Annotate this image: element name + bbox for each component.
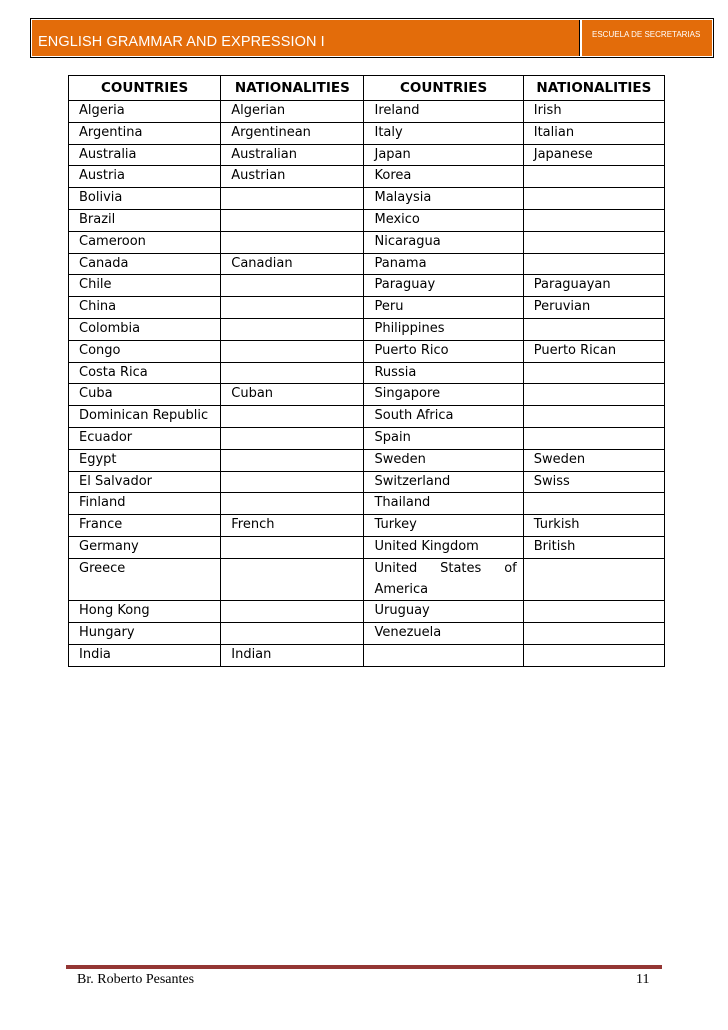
country-cell: Chile	[69, 275, 221, 297]
nationality-cell	[221, 427, 364, 449]
nationality-cell	[221, 318, 364, 340]
country-cell: Dominican Republic	[69, 406, 221, 428]
document-title: ENGLISH GRAMMAR AND EXPRESSION I	[38, 34, 325, 50]
table-row	[69, 471, 665, 493]
nationality-cell: Swiss	[523, 471, 664, 493]
nationality-cell	[221, 536, 364, 558]
nationality-cell: Canadian	[221, 253, 364, 275]
country-cell: Mexico	[364, 209, 523, 231]
country-cell: Spain	[364, 427, 523, 449]
country-cell: United States of America	[364, 558, 523, 601]
nationality-cell	[523, 427, 664, 449]
nationality-cell	[523, 601, 664, 623]
nationality-cell: Turkish	[523, 515, 664, 537]
country-cell: Italy	[364, 122, 523, 144]
country-cell: Korea	[364, 166, 523, 188]
nationality-cell: Paraguayan	[523, 275, 664, 297]
table-body	[69, 101, 665, 667]
nationality-cell	[221, 362, 364, 384]
table-row	[69, 558, 665, 601]
page-header	[30, 18, 714, 58]
page-number: 11	[636, 972, 650, 987]
footer-author: Br. Roberto Pesantes	[77, 972, 195, 987]
table-row	[69, 493, 665, 515]
nationality-cell	[221, 275, 364, 297]
nationality-cell: French	[221, 515, 364, 537]
table-row	[69, 406, 665, 428]
nationality-cell: Irish	[523, 101, 664, 123]
nationality-cell: Puerto Rican	[523, 340, 664, 362]
country-cell: Philippines	[364, 318, 523, 340]
nationality-cell: Australian	[221, 144, 364, 166]
nationality-cell	[221, 406, 364, 428]
table-row	[69, 209, 665, 231]
nationality-cell	[523, 166, 664, 188]
country-cell: Panama	[364, 253, 523, 275]
table-row	[69, 384, 665, 406]
country-cell: Venezuela	[364, 623, 523, 645]
country-cell: Brazil	[69, 209, 221, 231]
table-row	[69, 623, 665, 645]
country-cell: Finland	[69, 493, 221, 515]
country-cell: Malaysia	[364, 188, 523, 210]
country-cell: Singapore	[364, 384, 523, 406]
country-cell: Puerto Rico	[364, 340, 523, 362]
table-row	[69, 515, 665, 537]
country-cell: France	[69, 515, 221, 537]
country-cell: Ireland	[364, 101, 523, 123]
header-school-box	[582, 20, 712, 56]
table-row	[69, 362, 665, 384]
nationality-cell	[523, 209, 664, 231]
nationality-cell	[523, 493, 664, 515]
nationality-cell	[221, 471, 364, 493]
table-row	[69, 166, 665, 188]
nationality-cell	[523, 384, 664, 406]
table-row	[69, 253, 665, 275]
country-cell: Ecuador	[69, 427, 221, 449]
country-cell: Costa Rica	[69, 362, 221, 384]
nationality-cell	[221, 340, 364, 362]
column-header-countries: COUNTRIES	[69, 76, 221, 101]
nationality-cell	[221, 209, 364, 231]
country-cell: Thailand	[364, 493, 523, 515]
nationality-cell	[523, 231, 664, 253]
nationality-cell	[523, 623, 664, 645]
nationality-cell: Austrian	[221, 166, 364, 188]
nationality-cell: British	[523, 536, 664, 558]
country-cell: Canada	[69, 253, 221, 275]
school-name: ESCUELA DE SECRETARIAS	[592, 30, 701, 39]
table-row	[69, 231, 665, 253]
table-row	[69, 188, 665, 210]
nationalities-table	[68, 75, 665, 667]
table-row	[69, 297, 665, 319]
column-header-nationalities: NATIONALITIES	[523, 76, 664, 101]
country-cell: Hungary	[69, 623, 221, 645]
nationality-cell: Sweden	[523, 449, 664, 471]
nationality-cell	[221, 623, 364, 645]
table-row	[69, 101, 665, 123]
country-cell: Colombia	[69, 318, 221, 340]
country-cell: Cameroon	[69, 231, 221, 253]
nationality-cell	[221, 558, 364, 601]
nationality-cell: Italian	[523, 122, 664, 144]
table-row	[69, 644, 665, 666]
country-cell: Egypt	[69, 449, 221, 471]
country-cell: Japan	[364, 144, 523, 166]
nationality-cell: Peruvian	[523, 297, 664, 319]
country-cell: India	[69, 644, 221, 666]
nationality-cell: Cuban	[221, 384, 364, 406]
country-cell: Hong Kong	[69, 601, 221, 623]
country-cell: Argentina	[69, 122, 221, 144]
nationality-cell	[523, 188, 664, 210]
country-cell: Germany	[69, 536, 221, 558]
nationality-cell	[523, 644, 664, 666]
country-cell: Russia	[364, 362, 523, 384]
country-cell: Algeria	[69, 101, 221, 123]
footer-rule	[66, 965, 662, 969]
country-cell: South Africa	[364, 406, 523, 428]
nationality-cell	[221, 297, 364, 319]
nationality-cell	[523, 362, 664, 384]
table-header-row	[69, 76, 665, 101]
nationality-cell	[221, 601, 364, 623]
table-row	[69, 340, 665, 362]
nationality-cell	[523, 558, 664, 601]
column-header-nationalities: NATIONALITIES	[221, 76, 364, 101]
nationality-cell	[221, 493, 364, 515]
nationality-cell	[221, 188, 364, 210]
nationality-cell	[221, 231, 364, 253]
table-row	[69, 427, 665, 449]
header-title-box	[32, 20, 580, 56]
table-row	[69, 536, 665, 558]
country-cell: Australia	[69, 144, 221, 166]
table-row	[69, 122, 665, 144]
country-cell: Austria	[69, 166, 221, 188]
country-cell: Congo	[69, 340, 221, 362]
country-cell: United Kingdom	[364, 536, 523, 558]
country-cell	[364, 644, 523, 666]
column-header-countries: COUNTRIES	[364, 76, 523, 101]
country-cell: Bolivia	[69, 188, 221, 210]
country-cell: Paraguay	[364, 275, 523, 297]
country-cell: Sweden	[364, 449, 523, 471]
nationality-cell	[221, 449, 364, 471]
country-cell: Peru	[364, 297, 523, 319]
nationality-cell	[523, 318, 664, 340]
country-cell: Nicaragua	[364, 231, 523, 253]
country-cell: Greece	[69, 558, 221, 601]
country-cell: Turkey	[364, 515, 523, 537]
country-cell: Cuba	[69, 384, 221, 406]
table-row	[69, 275, 665, 297]
table-row	[69, 318, 665, 340]
country-cell: El Salvador	[69, 471, 221, 493]
nationality-cell: Indian	[221, 644, 364, 666]
table-row	[69, 144, 665, 166]
nationality-cell: Argentinean	[221, 122, 364, 144]
country-cell: Switzerland	[364, 471, 523, 493]
nationality-cell	[523, 253, 664, 275]
table-row	[69, 601, 665, 623]
country-cell: China	[69, 297, 221, 319]
nationality-cell	[523, 406, 664, 428]
country-cell: Uruguay	[364, 601, 523, 623]
nationality-cell: Algerian	[221, 101, 364, 123]
table-row	[69, 449, 665, 471]
nationality-cell: Japanese	[523, 144, 664, 166]
